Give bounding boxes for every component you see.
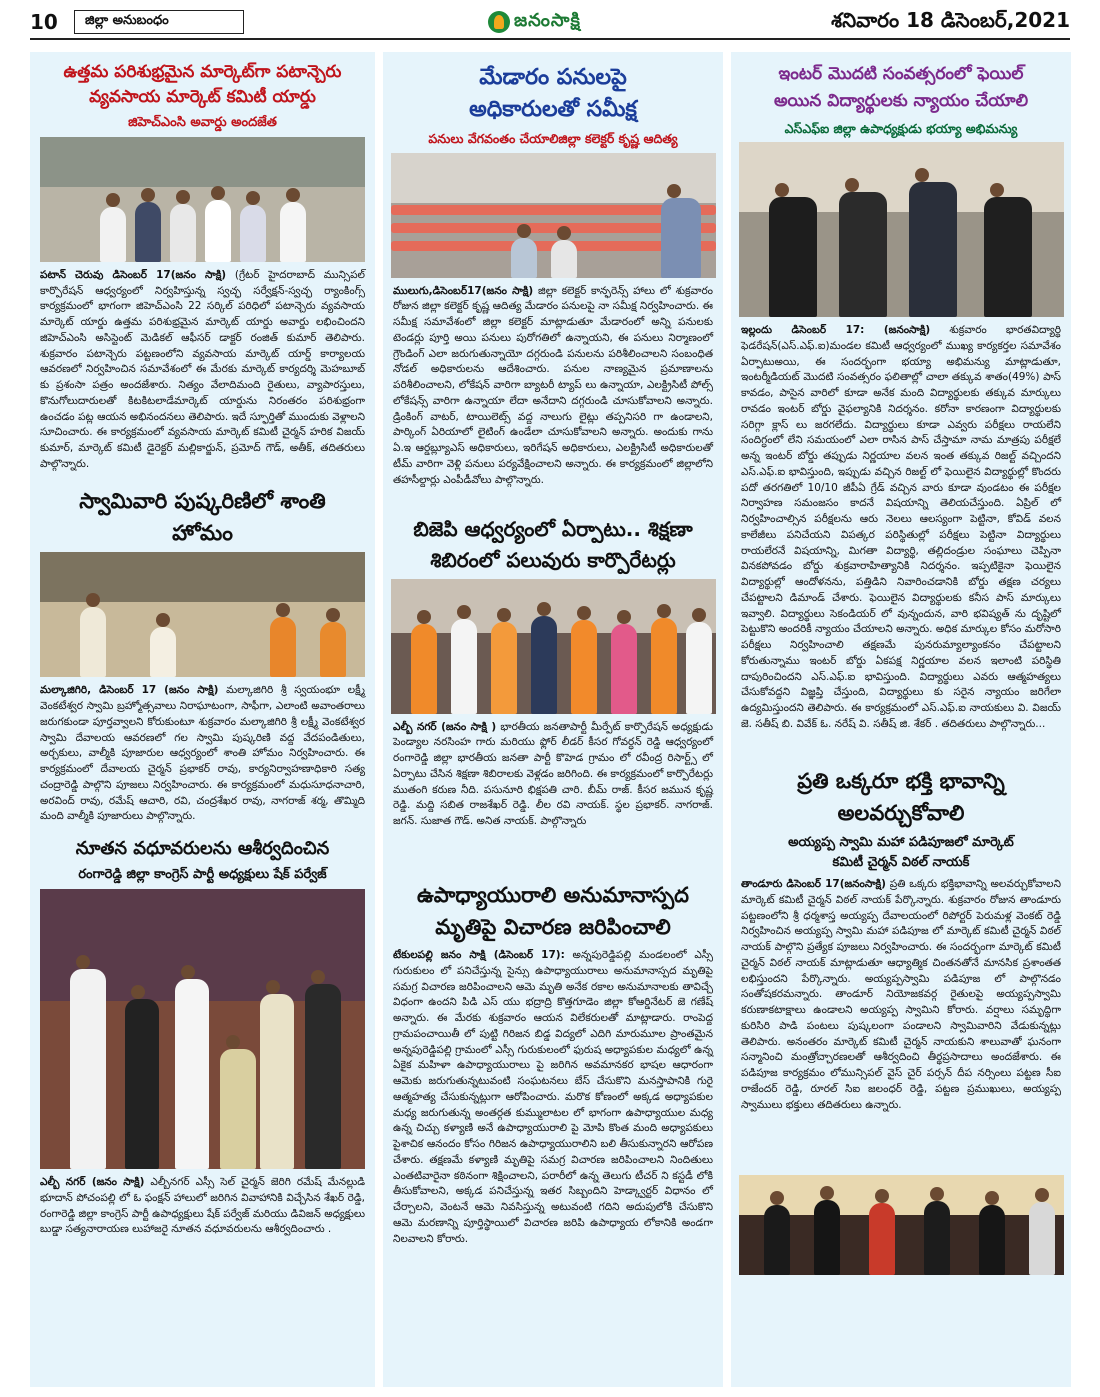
article-dateline: పటాన్ చెరువు డిసెంబర్ 17(జనం సాక్షి) [40, 268, 227, 281]
column-1 [30, 52, 375, 1387]
paper-name: జనంసాక్షి [514, 9, 581, 31]
article-text: అన్నపురెడ్డిపల్లి మండలంలో ఎస్సీ గురుకులం లో పనిచేస్తున్న సైన్సు ఉపాధ్యాయురాలు అనుమానాస్పద మృతిపై సమగ్ర విచారణ జరిపించాలని ఆమె మృతి అనేక రకాల అనుమానాలకు తావిచ్చే విధంగా ఉందని పిడి ఎస్ యు భద్రాద్రి కొత్తగూడెం జిల్లా కోఆర్డినేటర్ జె గణేష్ అన్నారు. ఈ మేరకు శుక్రవారం ఆయన విలేకరులతో మాట్లాడారు. రాంపెద్ద గ్రామపంచాయితీ లో పుట్టి గిరిజన బిడ్డ విద్యలో ఎదిగి మారుమూల ప్రాంతమైన అన్నపురెడ్డిపల్లి గ్రామంలో ఎస్సీ గురుకులంలో ఫురుష అధ్యాపకుల మధ్యలో ఉన్న ఏకైక మహిళా ఉపాధ్యాయురాలు పై జరిగిన అవమానకర భాషల ఆధారంగా ఆమెకు జరుగుతున్నటువంటి సంఘటనలు బేస్ చేసుకొని మనస్తాపానికి గురై ఆత్మహత్య చేసుకున్నట్లుగా ఆరోపించారు. మరొక కోణంలో అక్కడ అధ్యాపకుల మధ్య జరుగుతున్న అంతర్గత కుమ్ములాటల లో భాగంగా ఉపాధ్యాయుల మధ్య ఉన్న చిచ్చు కళ్యాణి అనే ఉపాధ్యాయురాలి పై మోపి కొంత మంది అధ్యాపకులు పైశాచిక ఆనందం కోసం గిరిజన ఉపాధ్యాయురాలిని బలి తీసుకున్నారని ఆరోపణ చేశారు. తక్షణమే కళ్యాణి మృతిపై సమగ్ర విచారణ జరిపించాలని నిందితులు ఎంతటివారైనా కఠినంగా శిక్షించాలని, పరారీలో ఉన్న తెలుగు టీచర్ ని కస్టడీ లోకి తీసుకోవాలని, అక్కడ పనిచేస్తున్న ఇతర సిబ్బందిని హెడ్క్వార్టర్ విధానం లో చేర్చాలని, వెంటనే ఆమె నివసిస్తున్న అటువంటి గదిని అదుపులోకి చేసుకొని ఆమె మరణాన్ని పూర్తిస్థాయిలో విచారణ జరిపి ఉపాధ్యాయ లోకానికి అండగా నిలవాలని కోరారు. [393, 949, 713, 1245]
headline-line1: ఇంటర్ మొదటి సంవత్సరంలో ఫెయిల్ [778, 64, 1024, 84]
column-3 [731, 52, 1071, 1387]
headline-line2: వ్యవసాయ మార్కెట్ కమిటీ యార్డు [89, 87, 316, 108]
article-body [383, 284, 723, 509]
section-label: జిల్లా అనుబంధం [74, 10, 244, 34]
article-text: (గ్రేటర్ హైదరాబాద్ మున్సిపల్ కార్పొరేషన్ ఆధ్వర్యంలో నిర్వహిస్తున్న స్వచ్ఛ సర్వేక్షన్-స్వచ్ఛ ర్యాంకింగ్స్ కార్యక్రమంలో భాగంగా జిహెచ్ఎంసి 22 సర్కిల్ పరిధిలో పటాన్చెరు వ్యవసాయ మార్కెట్ యార్డు ఉత్తమ పరిశుభ్రమైన మార్కెట్ యార్డు అవార్డు లభించిందని జిహెచ్ఎంసి అసిస్టెంట్ మెడికల్ ఆఫీసర్ డాక్టర్ రంజిత్ కుమార్ తెలిపారు. శుక్రవారం పటాన్చెరు పట్టణంలోని వ్యవసాయ మార్కెట్ యార్డ్ కార్యాలయ ఆవరణలో నిర్వహించిన సమావేశంలో ఈ మేరకు మార్కెట్ కార్యదర్శి మెహబూబ్ కు ప్రశంసా పత్రం అందజేశారు. నిత్యం వేలాదిమంది రైతులు, వ్యాపారస్తులు, కొనుగోలుదారులతో కిటకిటలాడేమార్కెట్ యార్డును నిరంతరం పరిశుభ్రంగా ఉంచడం పట్ల ఆయన అభినందనలు తెలిపారు. ఇదే స్ఫూర్తితో ముందుకు వెళ్లాలని సూచించారు. ఈ కార్యక్రమంలో వ్యవసాయ మార్కెట్ కమిటీ చైర్మన్ హరిక విజయ్ కుమార్, మార్కెట్ కమిటీ డైరెక్టర్ మల్లికార్జున్, ప్రమోద్ గౌడ్, అతీక్, తదితరులు పాల్గొన్నారు. [40, 268, 366, 470]
headline-line2: శిబిరంలో పలువురు కార్పొరేటర్లు [430, 547, 676, 572]
headline-line1: నూతన వధూవరులను ఆశీర్వదించిన [75, 838, 330, 860]
article-market-award [30, 52, 375, 480]
article-text: శుక్రవారం భారతవిద్యార్థి ఫెడరేషన్(ఎస్.ఎఫ్.ఐ)మండల కమిటీ ఆధ్వర్యంలో ముఖ్య కార్యకర్తల సమావేశం ఏర్పాటుఅయి, ఈ సందర్భంగా భయ్యా అభిమన్యు మాట్లాడుతూ, ఇంటర్మీడియట్ మొదటి సంవత్సరం ఫలితాల్లో చాలా తక్కువ శాతం(49%) పాస్ కావడం, పాసైన వారిలో కూడా అనేక మంది విద్యార్థులకు తక్కువ మార్కులు రావడం ఇంటర్ బోర్డు వైఫల్యానికి నిదర్శనం. కరోనా కారణంగా విద్యార్థులకు సరిగ్గా క్లాస్ లు జరగలేదు. విద్యార్థులు కూడా ఎవ్వరు పరీక్షలు రాయలేని సందిగ్ధంలో లేని సమయంలో ఎలా రాసిన పాస్ చేస్తామా నామ మాత్రపు పరీక్షలే అన్న ఇంటర్ బోర్డు తప్పుడు నిర్ణయాల వలన ఇంత తక్కువ రిజల్ట్ వచ్చిందని ఎస్.ఎఫ్.ఐ భావిస్తుంది, ఇప్పుడు వచ్చిన రిజల్ట్ లో ఫెయిలైన విద్యార్థుల్లో కొందరు పదో తరగతిలో 10/10 జీపీఏ గ్రేడ్ వచ్చిన వారు కూడా వుండటం ఈ పరీక్షల నిర్వాహణ సమంజసం కాదనే విషయాన్ని తెలియచేస్తుంది. ఏప్రిల్ లో నిర్వహించాల్సిన పరీక్షలను ఆరు నెలలు ఆలస్యంగా పెట్టినా, కోవిడ్ వలన కాలేజీలు పనిచేయని విపత్కర పరిస్థితుల్లో పరీక్షలు పెట్టినా విద్యార్థులు రాయలేరనే విషయాన్ని, మిగతా విద్యార్థి, తల్లిదండ్రుల సంఘాలు చెప్పినా వినకపోవడం బోర్డు శుక్రవారాహిత్యానికి నిదర్శనం. ఇప్పటికైనా ఫెయిలైన విద్యార్థుల్లో ఆందోళనను, పత్తిడిని నివారించడానికి బోర్డు తక్షణ చర్యలు చేపట్టాలని డిమాండ్ చేశారు. ఫెయిలైన విద్యార్థులకు కనీస పాస్ మార్కులు ఇవ్వాలి. విద్యార్థులు సెకండియర్ లో వున్నందున, వారి భవిష్యత్ ను దృష్టిలో పెట్టుకొని అందరికీ న్యాయం చేయాలని అన్నారు. అధిక మార్కుల కోసం మరోసారి పరీక్షలు నిర్వహించాలి తక్షణమే పునరుమ్యాల్యాంకనం చేపట్టాలని కోరుతున్నాము ఇంటర్ బోర్డు ఏకపక్ష నిర్ణయాల వలన ఇలాంటి పరిస్థితి దాపురించిందని ఎస్.ఎఫ్.ఐ భావిస్తుంది. విద్యార్థులు ఎవరు ఆత్మహత్యలు చేసుకోవద్దని విజ్ఞప్తి చేస్తుంది, విద్యార్థులు కు సరైన న్యాయం జరిగేలా ఉద్యమిస్తుందని తెలిపారు. ఈ కార్యక్రమంలో ఎస్.ఎఫ్.ఐ నాయకులు వి. విజయ్ జె. సతీష్ బి. వివేక్ ఓ. నరేష్ వి. సతీష్ జి. శేకర్ . తదితరులు పాల్గొన్నారు... [741, 324, 1061, 730]
article-teacher-death [383, 882, 723, 1397]
column-2 [383, 52, 723, 1387]
headline-line2: అధికారులతో సమీక్ష [469, 96, 637, 122]
article-body [30, 1175, 375, 1245]
subheadline-line1: అయ్యప్ప స్వామి మహా పడిపూజలో మార్కెట్ [788, 834, 1014, 850]
article-inter-fail [731, 52, 1071, 758]
article-dateline: తాండూరు డిసెంబర్ 17(జనంసాక్షి) [741, 878, 886, 891]
article-text: ప్రతి ఒక్కరు భక్తిభావాన్ని అలవర్చుకోవాలని మార్కెట్ కమిటీ చైర్మన్ విఠల్ నాయక్ పేర్కొన్నారు. శుక్రవారం రోజున తాండూరు పట్టణంలోని శ్రీ ధర్మశాస్త అయ్యప్ప దేవాలయంలో రిపోర్టర్ పెరుమళ్ల వెంకట్ రెడ్డి నిర్వహించిన అయ్యప్ప స్వామి మహా పడిపూజ లో మార్కెట్ కమిటీ చైర్మన్ విఠల్ నాయక్ పాల్గొని ప్రత్యేక పూజలు నిర్వహించారు. ఈ సందర్భంగా మార్కెట్ కమిటీ చైర్మన్ విఠల్ నాయక్ మాట్లాడుతూ ఆధ్యాత్మిక చింతనతోనే మానసిక ప్రశాంతత లభిస్తుందని పేర్కొన్నారు. అయ్యప్పస్వామి పడిపూజ లో పాల్గొనడం సంతోషకరమన్నారు. తాండూర్ నియోజకవర్గ రైతులపై అయ్యప్పస్వామి కరుణాకటాక్షాలు ఉండాలని అయ్యప్ప స్వామిని కోరారు. వర్షాలు సమృద్ధిగా కురిసిరి పాడి పంటలు పుష్కలంగా పండాలని స్వామివారిని వేడుకున్నట్లు తెలిపారు. అనంతరం మార్కెట్ కమిటీ చైర్మన్ నాయకుని శాలువాతో ఘనంగా సన్మానించి మంత్రోచ్చారణలతో ఆశీర్వదించి తీర్థప్రసాదాలు అందజేశారు. ఈ పడిపూజ కార్యక్రమం లోమున్సిపల్ వైస్ చైర్ పర్సన్ దీప నర్సింలు పట్టణ సీఐ రాజేందర్ రెడ్డి, రూరల్ సిఐ జలంధర్ రెడ్డి, పట్టణ ప్రముఖులు, అయ్యప్ప స్వాములు భక్తులు తదితరులు ఉన్నారు. [741, 878, 1061, 1111]
headline-line2: అలవర్చుకోవాలి [837, 801, 965, 826]
photo-homam [40, 552, 365, 677]
article-dateline: ఇల్లందు డిసెంబర్ 17: (జనంసాక్షి) [741, 324, 931, 337]
article-medaram-review [383, 52, 723, 509]
headline-line1: ఉత్తమ పరిశుభ్రమైన మార్కెట్‌గా పటాన్చెరు [63, 62, 342, 82]
article-dateline: ఎల్బీ నగర్ (జనం సాక్షి ) [393, 720, 497, 733]
headline-line2: అయిన విద్యార్థులకు న్యాయం చేయాలి [773, 91, 1029, 112]
article-body [383, 948, 723, 1397]
headline-line1: స్వామివారి పుష్కరిణిలో శాంతి [79, 488, 326, 513]
article-text: భారతీయ జనతాపార్టీ మీర్పేట్ కార్పొరేషన్ అధ్యక్షుడు పెండ్యాల నరసింహ గారు మరియు ఫ్లోర్ లీడర్ కీసర గోవర్ధన్ రెడ్డి ఆధ్వర్యంలో రంగారెడ్డి జిల్లా భారతీయ జనతా పార్టీ కొహెడ గ్రామం లో రవీంద్ర రిసార్ట్స్ లో ఏర్పాటు చేసిన శిక్షణా శిబిరాలకు వెళ్లడం జరిగింది. ఈ కార్యక్రమంలో కార్పొరేటర్లు ముతంగి కరుణ నీది. పసునూరి భిక్షపతి చారి. బీమ్ రాజ్. కీసర జమున కృష్ణ రెడ్డి. మద్ది సబిత రాజశేఖర్ రెడ్డి. లీల రవి నాయక్. స్థల ప్రభాకర్. నాగరాజ్. జగన్. సుజాత గౌడ్. అనిత నాయక్. పాల్గొన్నారు [393, 720, 713, 828]
article-text: జిల్లా కలెక్టర్ కాన్ఫరెన్స్ హాలు లో శుక్రవారం రోజున జిల్లా కలెక్టర్ కృష్ణ ఆదిత్య మేడారం పనులపై నా సమీక్ష నిర్వహించారు. ఈ సమీక్ష సమావేశంలో జిల్లా కలెక్టర్ మాట్లాడుతూ మేడారంలో అన్ని పనులకు టెండర్లు పూర్తి అయి పనులు పురోగతిలో ఉన్నాయని, ఈ పనులు నిర్మాణంలో గ్రౌండింగ్ ఎలా జరుగుతున్నాయో దగ్గరుండి పనులను పరిశీలించాలని సంబంధిత నోడల్ అధికారులను ఆదేశించారు. పనుల నాణ్యమైన ప్రమాణాలను పరిశీలించాలని, లోకేషన్ వారిగా బ్యాటరీ ట్యాప్ లు ఉన్నాయా, ఎలక్ట్రిసిటీ పోల్స్ లోకేషన్స్ వారిగా ఉన్నాయా లేదా అనేదాని దగ్గరుండి చూసుకోవాలని అన్నారు. డ్రింకింగ్ వాటర్, టాయిలెట్స్ వద్ద నాలుగు లైట్లు తప్పనిసరి గా ఉండాలని, పార్కింగ్ ఏరియాలో లైటింగ్ ఉండేలా చూసుకోవాలని అన్నారు. అందుకు గాను ఏ.ఇ ఆర్డబ్ల్యూఎస్ అధికారులు, ఇరిగేషన్ అధికారులు, ఎలక్ట్రిసిటీ అధికారులతో టీమ్ వారిగా వెళ్లి పనులు పర్యవేక్షించాలని అన్నారు. ఈ కార్యక్రమంలో జిల్లాలోని తహసీల్దార్లు ఎంపీడీవోలు పాల్గొన్నారు. [393, 284, 714, 486]
headline-line2: మృతిపై విచారణ జరిపించాలి [435, 914, 671, 939]
article-wedding-blessing [30, 838, 375, 1245]
article-body [383, 720, 723, 872]
logo-icon [488, 11, 510, 33]
headline-line1: మేడారం పనులపై [479, 65, 627, 90]
photo-ayyappa-puja [739, 1175, 1064, 1275]
subheadline: రంగారెడ్డి జిల్లా కాంగ్రెస్ పార్టీ అధ్యక్షులు షేక్ పర్వేజ్ [78, 866, 327, 882]
article-devotion [731, 768, 1071, 1275]
photo-sfi-students [739, 142, 1064, 317]
subheadline: జిహెచ్ఎంసి అవార్డు అందజేత [128, 114, 277, 130]
headline-line1: ప్రతి ఒక్కరూ భక్తి భావాన్ని [797, 769, 1005, 794]
article-dateline: ఎల్బీ నగర్ (జనం సాక్షి) [40, 1176, 145, 1188]
headline-line1: ఉపాధ్యాయురాలి అనుమానాస్పద [417, 882, 689, 907]
article-bjp-training [383, 517, 723, 872]
article-text: మల్కాజిగిరి శ్రీ స్వయంభూ లక్ష్మీ వెంకటేశ్వర స్వామి బ్రహ్మోత్సవాలు నిరాఘాటంగా, సాఫీగా, ఎలాంటి అవాంతరాలు జరుగకుండా పూర్తవ్వాలని కోరుకుంటూ శుక్రవారం మల్కాజిగిరి శ్రీ లక్ష్మీ వెంకటేశ్వర స్వామి దేవాలయ ఆవరణలో గల స్వామి పుష్కరిణి వద్ద వేదపండితులు, అర్చకులు, వాల్మీకి పూజారుల ఆధ్వర్యంలో శాంతి హోమం నిర్వహించారు. ఈ కార్యక్రమంలో దేవాలయ చైర్మన్ ప్రభాకర్ రావు, కార్యనిర్వాహణాధికారి సత్య చంద్రారెడ్డి పాల్గొని పూజలు నిర్వహించారు. ఈ కార్యక్రమంలో మధుసూధనాచారి, అరవింద్ రావు, రమేష్ ఆచారి, రవి, చంద్రశేఖర రావు, నాగరాజ్ శర్మ, తొమ్మిది మంది వాల్మీకి పూజారులు పాల్గొన్నారు. [40, 684, 366, 823]
article-body [731, 877, 1071, 1169]
article-dateline: మల్కాజిగిరి, డిసెంబర్ 17 (జనం సాక్షి) [40, 684, 219, 697]
article-dateline: టేకులపల్లి జనం సాక్షి (డిసెంబర్ 17): [393, 949, 565, 962]
article-shanti-homam [30, 488, 375, 829]
paper-logo [488, 6, 581, 38]
subheadline: పనులు వేగవంతం చేయాలిజిల్లా కలెక్టర్ కృష్ణ ఆదిత్య [428, 131, 678, 146]
page-number: 10 [30, 10, 58, 34]
subheadline: ఎస్ఎఫ్ఐ జిల్లా ఉపాధ్యక్షుడు భయ్యా అభిమన్యు [784, 120, 1018, 136]
article-text: ఎల్బీనగర్ ఎస్సీ సెల్ చైర్మన్ జెరిగి రమేష్ మేనల్లుడి భూదాన్ పోచంపల్లి లో ఓ ఫంక్షన్ హాలులో జరిగిన వివాహానికి విచ్చేసిన శేఖర్ రెడ్డి, రంగారెడ్డి జిల్లా కాంగ్రెస్ పార్టీ ఉపాధ్యక్షులు షేక్ పర్వేజ్ మరియు డివిజన్ అధ్యక్షులు బుడ్డా సత్యనారాయణ లుహాజరై నూతన వధూవరులను ఆశీర్వదించారు . [40, 1176, 365, 1236]
photo-wedding [40, 889, 365, 1169]
headline-line1: బిజెపి ఆధ్వర్యంలో ఏర్పాటు.. శిక్షణా [413, 516, 693, 541]
subheadline-line2: కమిటీ చైర్మన్ విఠల్ నాయక్ [832, 854, 970, 870]
photo-bjp-group [391, 579, 716, 714]
masthead [30, 6, 1070, 40]
article-body [731, 323, 1071, 758]
article-dateline: ములుగు,డిసెంబర్17(జనం సాక్షి) [393, 284, 534, 297]
issue-date: శనివారం 18 డిసెంబర్,2021 [831, 8, 1070, 32]
photo-award-ceremony [40, 137, 365, 262]
article-body [30, 268, 375, 480]
headline-line2: హోమం [172, 521, 233, 545]
photo-review-meeting [391, 153, 716, 278]
article-body [30, 683, 375, 828]
